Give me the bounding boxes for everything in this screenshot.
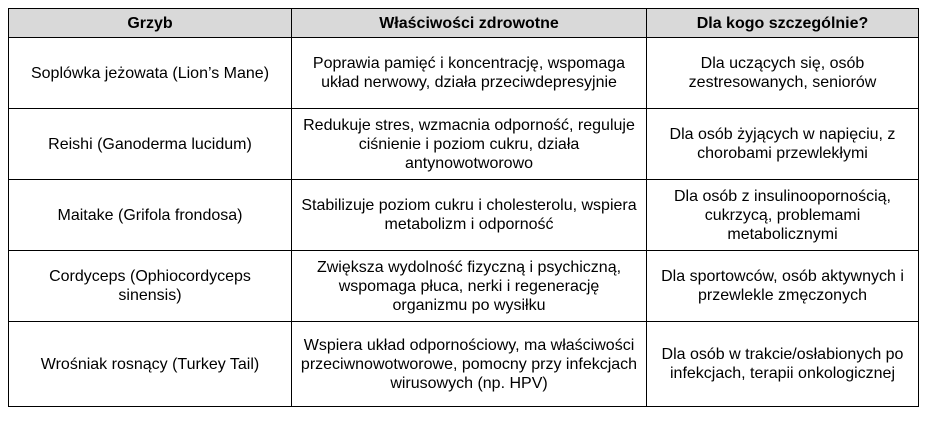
cell-benefits: Poprawia pamięć i koncentrację, wspomaga układ nerwowy, działa przeciwdepresyjnie <box>292 38 647 109</box>
mushroom-health-table <box>8 8 919 407</box>
cell-benefits: Stabilizuje poziom cukru i cholesterolu, wspiera metabolizm i odporność <box>292 180 647 251</box>
cell-audience: Dla osób żyjących w napięciu, z chorobami przewlekłymi <box>647 109 919 180</box>
table-header-row <box>9 9 919 38</box>
table-row <box>9 322 919 407</box>
cell-audience: Dla osób z insulinoopornością, cukrzycą, problemami metabolicznymi <box>647 180 919 251</box>
cell-mushroom: Cordyceps (Ophiocordyceps sinensis) <box>9 251 292 322</box>
table-row <box>9 251 919 322</box>
cell-audience: Dla sportowców, osób aktywnych i przewlekle zmęczonych <box>647 251 919 322</box>
header-target-audience: Dla kogo szczególnie? <box>647 9 919 38</box>
header-mushroom: Grzyb <box>9 9 292 38</box>
cell-benefits: Wspiera układ odpornościowy, ma właściwości przeciwnowotworowe, pomocny przy infekcjach wirusowych (np. HPV) <box>292 322 647 407</box>
cell-benefits: Zwiększa wydolność fizyczną i psychiczną, wspomaga płuca, nerki i regenerację organizmu po wysiłku <box>292 251 647 322</box>
header-health-properties: Właściwości zdrowotne <box>292 9 647 38</box>
cell-mushroom: Reishi (Ganoderma lucidum) <box>9 109 292 180</box>
cell-audience: Dla osób w trakcie/osłabionych po infekcjach, terapii onkologicznej <box>647 322 919 407</box>
cell-mushroom: Wrośniak rosnący (Turkey Tail) <box>9 322 292 407</box>
mushroom-table-container <box>8 8 918 407</box>
cell-mushroom: Maitake (Grifola frondosa) <box>9 180 292 251</box>
cell-benefits: Redukuje stres, wzmacnia odporność, reguluje ciśnienie i poziom cukru, działa antynowotworowo <box>292 109 647 180</box>
cell-mushroom: Soplówka jeżowata (Lion’s Mane) <box>9 38 292 109</box>
table-row <box>9 180 919 251</box>
table-row <box>9 38 919 109</box>
table-row <box>9 109 919 180</box>
cell-audience: Dla uczących się, osób zestresowanych, seniorów <box>647 38 919 109</box>
